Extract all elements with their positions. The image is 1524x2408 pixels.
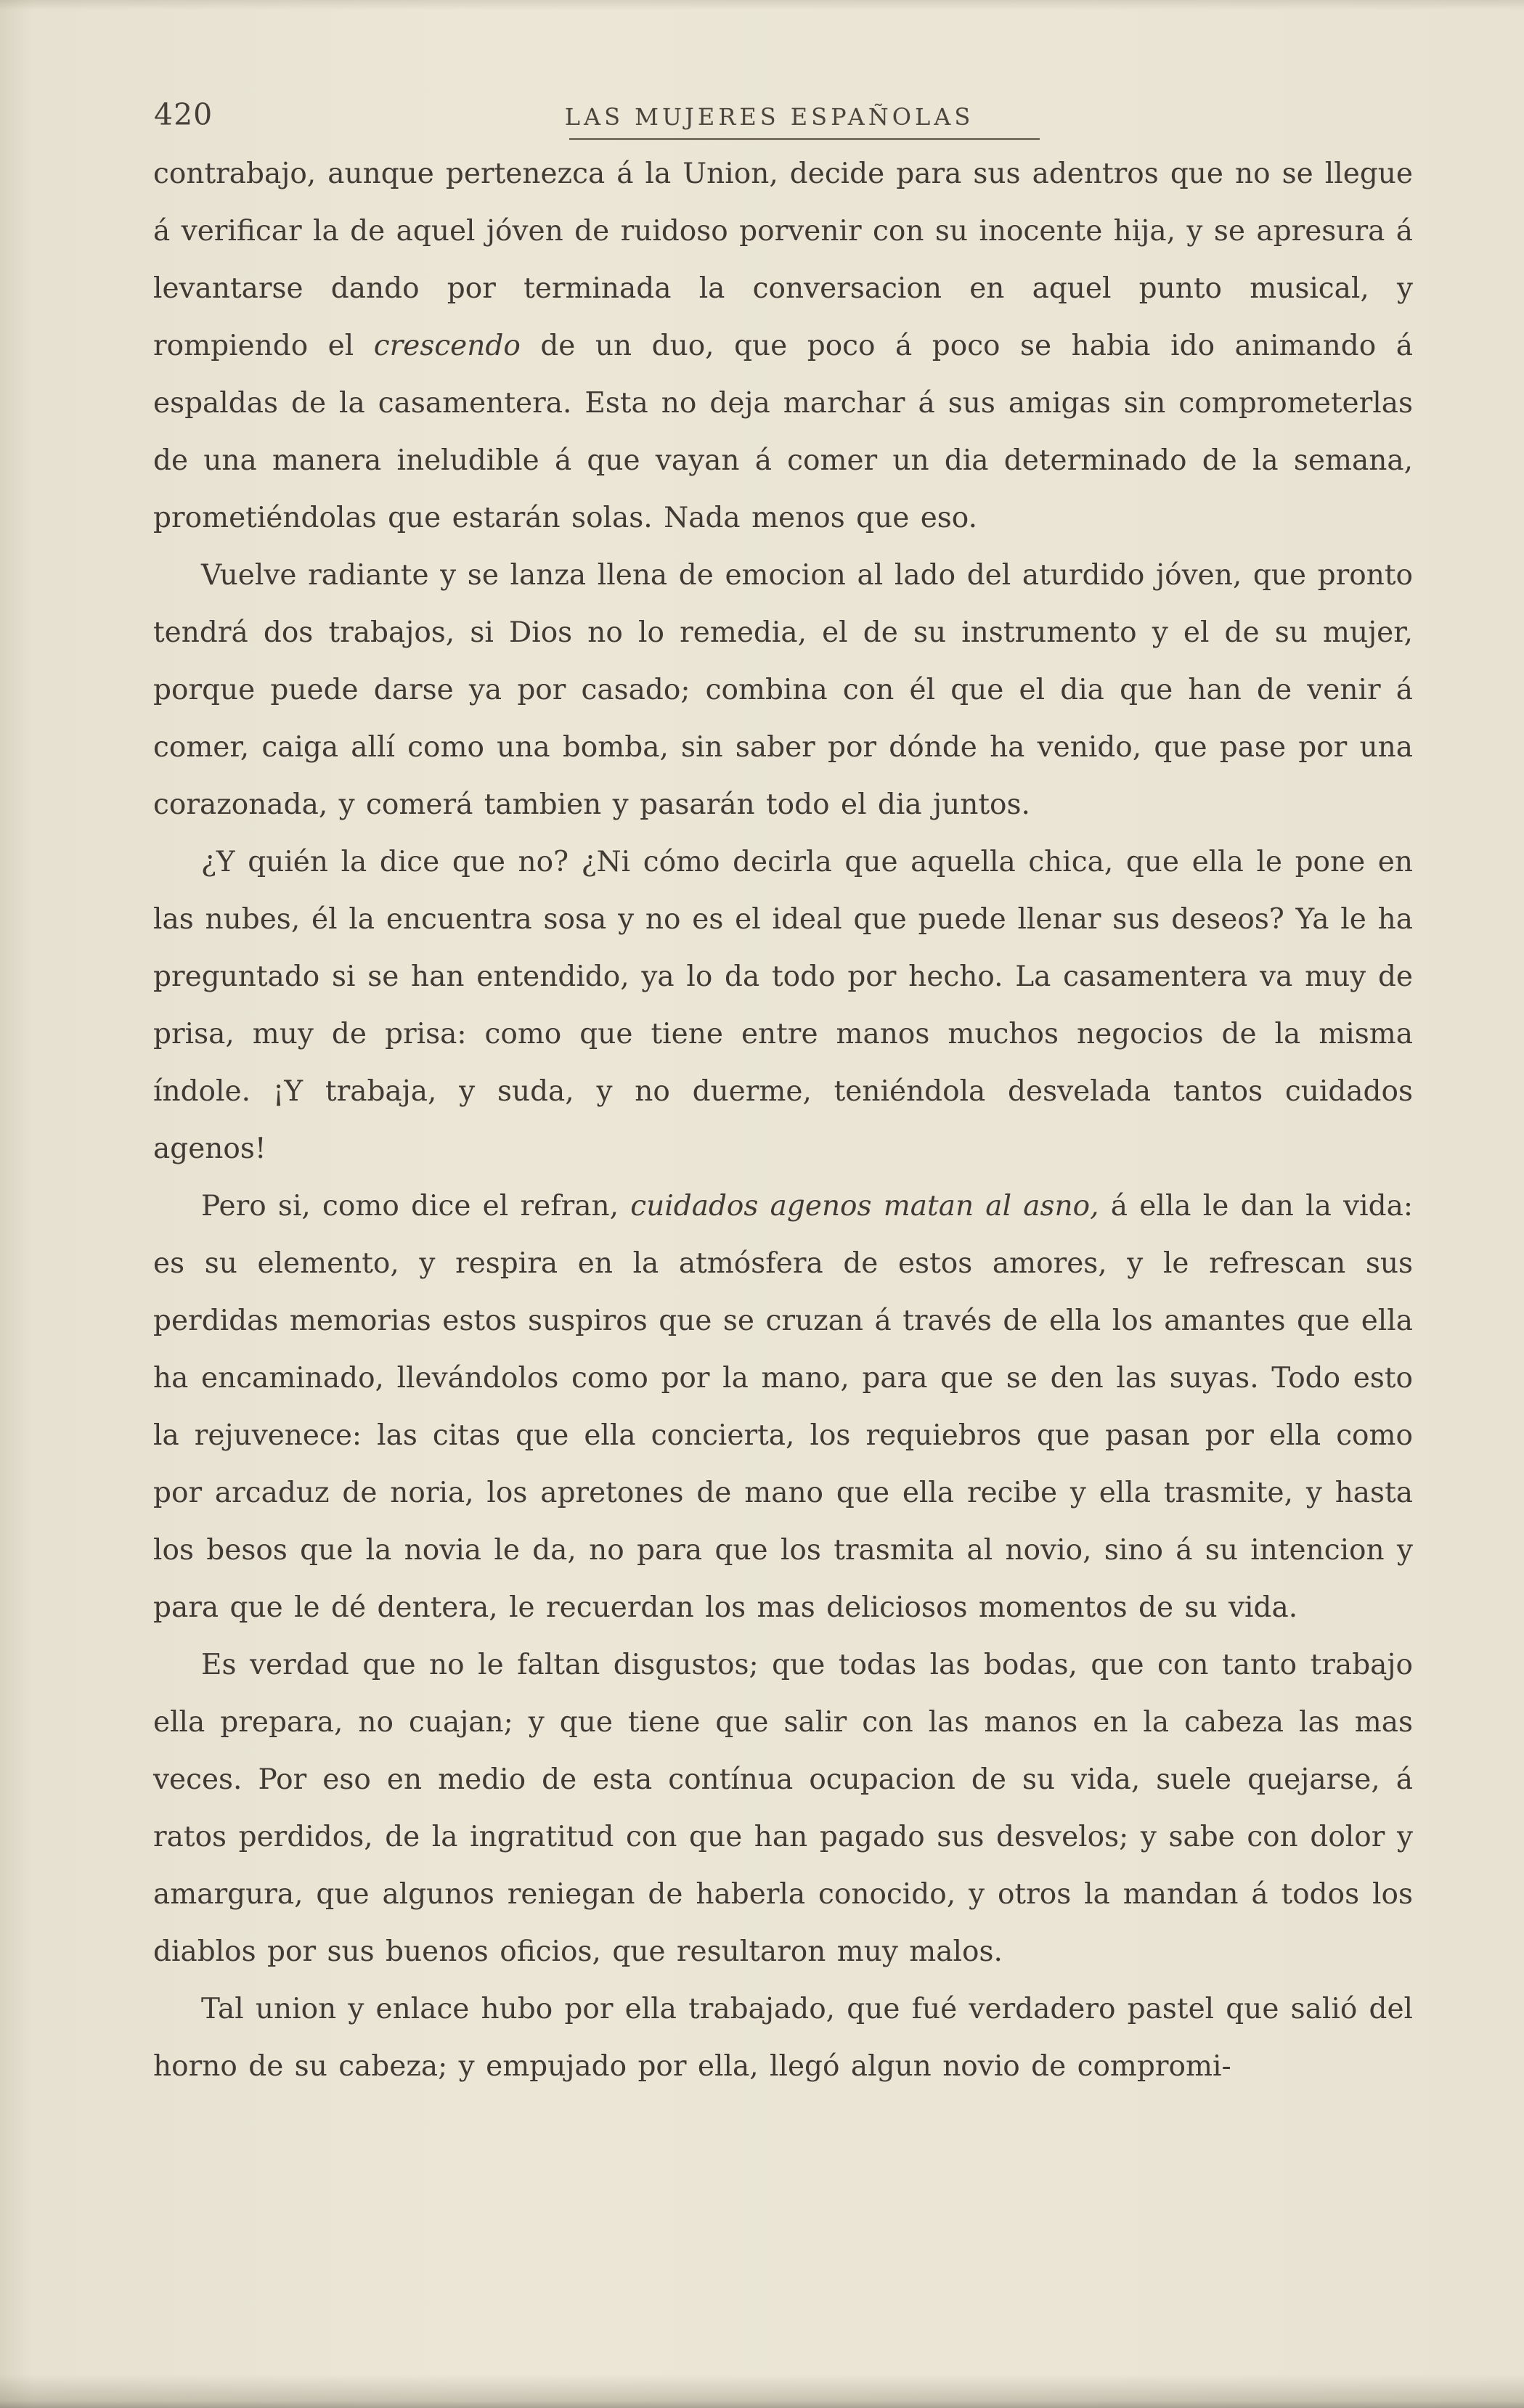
text-segment: á ella le dan la vida: es su elemento, y respira en la atmósfera de estos amores, y le refrescan sus perdidas memorias estos suspiros que se cruzan á través de ella los amantes que ella ha encaminado, llevándolos como por la mano, para que se den las suyas. Todo esto la rejuvenece: las citas que ella concierta, los requiebros que pasan por ella como por arcaduz de noria, los apretones de mano que ella recibe y ella trasmite, y hasta los besos que la novia le da, no para que los trasmita al novio, sino á su intencion y para que le dé dentera, le recuerdan los mas deliciosos momentos de su vida.: [153, 1190, 1413, 1624]
text-segment: Vuelve radiante y se lanza llena de emocion al lado del aturdido jóven, que pronto tendrá dos trabajos, si Dios no lo remedia, el de su instrumento y el de su mujer, porque puede darse ya por casado; combina con él que el dia que han de venir á comer, caiga allí como una bomba, sin saber por dónde ha venido, que pase por una corazonada, y comerá tambien y pasarán todo el dia juntos.: [153, 559, 1413, 821]
running-title-wrap: [0, 103, 1524, 140]
italic-phrase: cuidados agenos matan al asno,: [630, 1190, 1099, 1223]
text-segment: Pero si, como dice el refran,: [201, 1190, 631, 1223]
title-rule: [569, 138, 1040, 140]
page-body: [0, 145, 1524, 2095]
page-number: 420: [154, 97, 213, 132]
paragraph: [153, 145, 1413, 547]
page-header: [0, 0, 1524, 132]
paragraph: [153, 1980, 1413, 2095]
italic-phrase: crescendo: [373, 330, 521, 362]
paragraph: [153, 1178, 1413, 1636]
text-segment: ¿Y quién la dice que no? ¿Ni cómo decirla que aquella chica, que ella le pone en las nubes, él la encuentra sosa y no es el ideal que puede llenar sus deseos? Ya le ha preguntado si se han entendido, ya lo da todo por hecho. La casamentera va muy de prisa, muy de prisa: como que tiene entre manos muchos negocios de la misma índole. ¡Y trabaja, y suda, y no duerme, teniéndola desvelada tantos cuidados agenos!: [153, 846, 1413, 1165]
paragraph: [153, 547, 1413, 833]
text-segment: contrabajo, aunque pertenezca á la Union, decide para sus adentros que no se llegue á verificar la de aquel jóven de ruidoso porvenir con su inocente hija, y se apresura á levantarse dando por terminada la conversacion en aquel punto musical, y rompiendo el: [153, 158, 1413, 362]
text-segment: de un duo, que poco á poco se habia ido animando á espaldas de la casamentera. Esta no deja marchar á sus amigas sin comprometerlas de una manera ineludible á que vayan á comer un dia determinado de la semana, prometiéndolas que estarán solas. Nada menos que eso.: [153, 330, 1413, 534]
paragraph: [153, 1636, 1413, 1980]
paragraph: [153, 833, 1413, 1178]
running-title: LAS MUJERES ESPAÑOLAS: [564, 103, 974, 131]
text-segment: Tal union y enlace hubo por ella trabajado, que fué verdadero pastel que salió del horno de su cabeza; y empujado por ella, llegó algun novio de compromi-: [153, 1993, 1413, 2083]
text-segment: Es verdad que no le faltan disgustos; que todas las bodas, que con tanto trabajo ella prepara, no cuajan; y que tiene que salir con las manos en la cabeza las mas veces. Por eso en medio de esta contínua ocupacion de su vida, suele quejarse, á ratos perdidos, de la ingratitud con que han pagado sus desvelos; y sabe con dolor y amargura, que algunos reniegan de haberla conocido, y otros la mandan á todos los diablos por sus buenos oficios, que resultaron muy malos.: [153, 1649, 1413, 1968]
